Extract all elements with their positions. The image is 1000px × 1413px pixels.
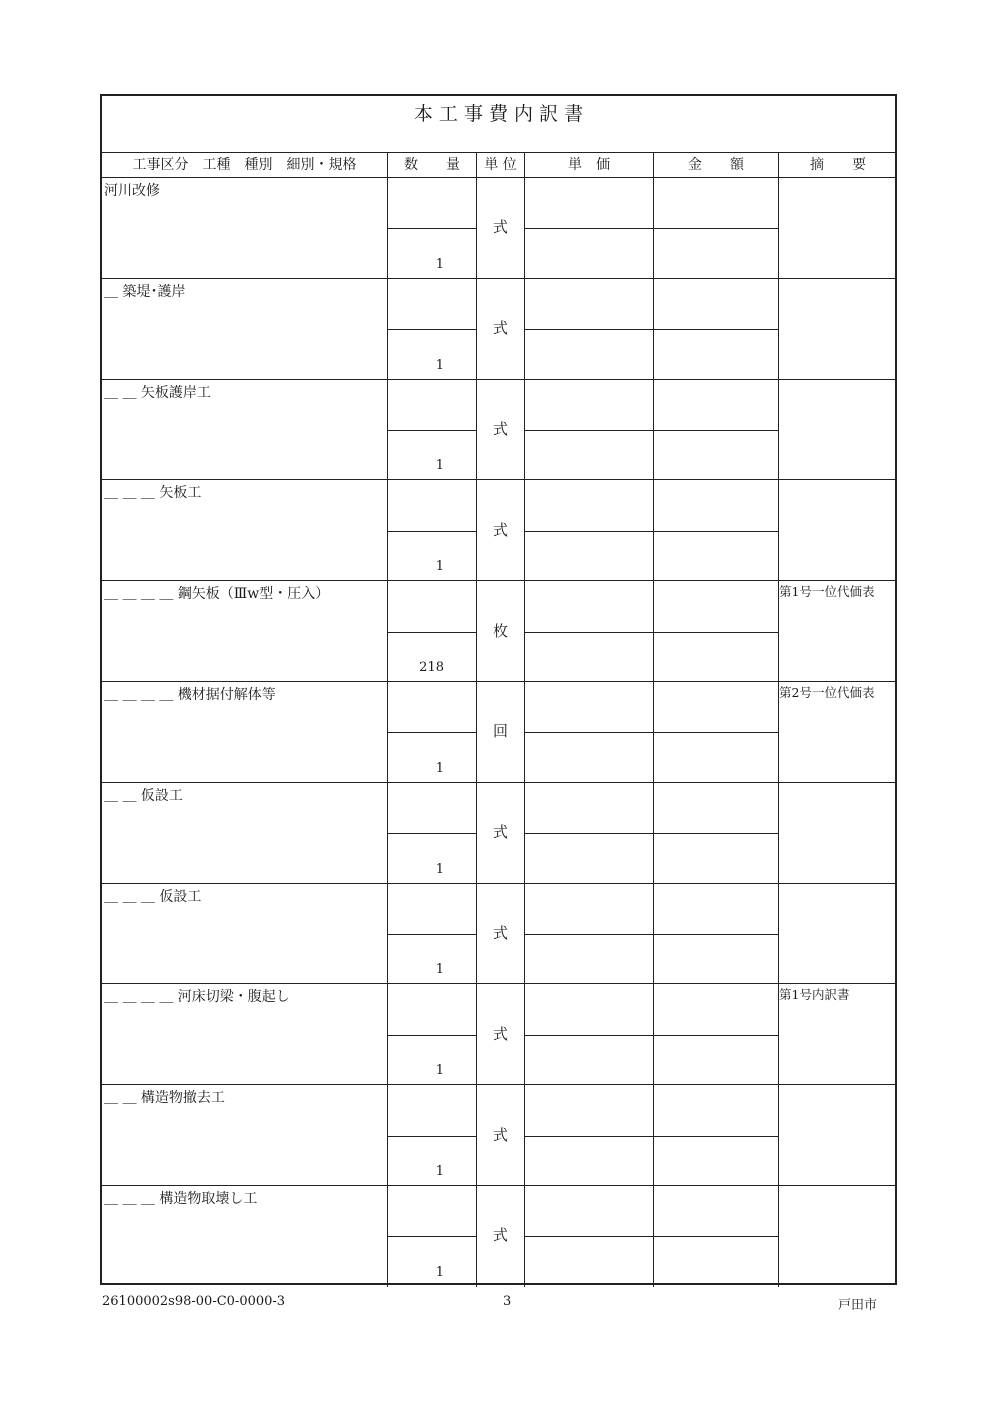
column-divider xyxy=(476,581,477,682)
cell-divider xyxy=(654,531,778,532)
cell-divider xyxy=(654,1035,778,1036)
column-divider xyxy=(778,581,779,682)
header-divider xyxy=(653,152,654,178)
cost-breakdown-sheet xyxy=(100,94,897,1285)
cell-divider xyxy=(654,632,778,633)
issuer-city: 戸田市 xyxy=(838,1298,878,1313)
cell-divider xyxy=(654,833,778,834)
table-row xyxy=(102,984,895,1085)
cell-divider xyxy=(525,531,653,532)
header-remarks: 摘 要 xyxy=(810,157,866,173)
header-divider xyxy=(476,152,477,178)
cell-divider xyxy=(388,632,476,633)
item-qty: 1 xyxy=(435,861,444,877)
item-name: ＿ 築堤･護岸 xyxy=(104,283,186,300)
item-qty: 1 xyxy=(435,1163,444,1179)
column-divider xyxy=(476,682,477,783)
table-row xyxy=(102,380,895,481)
table-row xyxy=(102,480,895,581)
column-divider xyxy=(476,1085,477,1186)
column-divider xyxy=(476,884,477,985)
item-unit: 式 xyxy=(492,520,508,539)
table-row xyxy=(102,783,895,884)
header-divider xyxy=(524,152,525,178)
header-qty: 数 量 xyxy=(404,157,460,173)
item-unit: 式 xyxy=(492,218,508,237)
column-divider xyxy=(778,178,779,279)
header-divider xyxy=(387,152,388,178)
cell-divider xyxy=(388,732,476,733)
cell-divider xyxy=(525,833,653,834)
item-qty: 1 xyxy=(435,458,444,474)
column-divider xyxy=(778,1085,779,1186)
cell-divider xyxy=(388,228,476,229)
item-name: ＿ ＿ ＿ 構造物取壊し工 xyxy=(104,1191,258,1207)
table-row xyxy=(102,1085,895,1186)
item-name: ＿ ＿ ＿ ＿ 河床切梁・腹起し xyxy=(104,989,290,1006)
table-row xyxy=(102,178,895,279)
item-name: ＿ ＿ ＿ 仮設工 xyxy=(104,888,202,905)
item-qty: 1 xyxy=(435,357,444,373)
header-amount: 金 額 xyxy=(688,157,744,173)
cell-divider xyxy=(525,329,653,330)
column-divider xyxy=(778,380,779,481)
item-name: ＿ ＿ 構造物撤去工 xyxy=(104,1090,225,1107)
cell-divider xyxy=(654,732,778,733)
item-qty: 1 xyxy=(435,962,444,978)
column-divider xyxy=(476,380,477,481)
column-divider xyxy=(778,480,779,581)
header-divider xyxy=(778,152,779,178)
column-divider xyxy=(476,480,477,581)
cell-divider xyxy=(388,1035,476,1036)
column-divider xyxy=(476,279,477,380)
column-divider xyxy=(476,783,477,884)
table-row xyxy=(102,279,895,380)
cell-divider xyxy=(525,632,653,633)
column-divider xyxy=(778,682,779,783)
page-number: 3 xyxy=(503,1294,512,1309)
item-qty: 1 xyxy=(435,1264,444,1280)
cell-divider xyxy=(525,934,653,935)
cell-divider xyxy=(654,1236,778,1237)
item-name: 河川改修 xyxy=(104,183,160,199)
item-name: ＿ ＿ ＿ ＿ 鋼矢板（Ⅲw型・圧入） xyxy=(104,586,330,603)
item-qty: 218 xyxy=(419,659,444,675)
cell-divider xyxy=(525,1035,653,1036)
cell-divider xyxy=(525,228,653,229)
item-name: ＿ ＿ ＿ 矢板工 xyxy=(104,485,202,502)
document-code: 26100002s98-00-C0-0000-3 xyxy=(102,1294,286,1309)
item-unit: 式 xyxy=(492,1226,508,1245)
item-unit: 式 xyxy=(492,1024,508,1043)
column-divider xyxy=(778,783,779,884)
item-name: ＿ ＿ 仮設工 xyxy=(104,787,183,804)
cell-divider xyxy=(388,833,476,834)
cell-divider xyxy=(525,1136,653,1137)
item-unit: 回 xyxy=(492,722,508,741)
cell-divider xyxy=(388,430,476,431)
cell-divider xyxy=(654,934,778,935)
column-divider xyxy=(778,884,779,985)
header-price: 単 価 xyxy=(568,157,610,173)
item-qty: 1 xyxy=(435,559,444,575)
table-row xyxy=(102,581,895,682)
item-qty: 1 xyxy=(435,760,444,776)
cell-divider xyxy=(525,430,653,431)
cell-divider xyxy=(654,430,778,431)
item-qty: 1 xyxy=(435,256,444,272)
item-remark: 第1号一位代価表 xyxy=(779,584,875,600)
cell-divider xyxy=(388,329,476,330)
item-unit: 式 xyxy=(492,923,508,942)
item-remark: 第1号内訳書 xyxy=(779,987,850,1003)
cell-divider xyxy=(388,1236,476,1237)
header-unit: 単 位 xyxy=(484,157,517,173)
item-name: ＿ ＿ 矢板護岸工 xyxy=(104,384,211,401)
item-remark: 第2号一位代価表 xyxy=(779,685,875,700)
column-divider xyxy=(778,1186,779,1287)
item-name: ＿ ＿ ＿ ＿ 機材据付解体等 xyxy=(104,687,276,703)
column-divider xyxy=(778,984,779,1085)
table-row xyxy=(102,884,895,985)
table-header xyxy=(102,152,895,178)
cell-divider xyxy=(525,732,653,733)
cell-divider xyxy=(388,1136,476,1137)
cell-divider xyxy=(525,1236,653,1237)
item-unit: 式 xyxy=(492,419,508,438)
item-unit: 式 xyxy=(492,319,508,338)
table-row xyxy=(102,1186,895,1287)
column-divider xyxy=(476,178,477,279)
cell-divider xyxy=(654,329,778,330)
cell-divider xyxy=(388,934,476,935)
sheet-title: 本 工 事 費 内 訳 書 xyxy=(413,103,584,125)
table-row xyxy=(102,682,895,783)
cell-divider xyxy=(654,228,778,229)
item-unit: 式 xyxy=(492,1125,508,1144)
cell-divider xyxy=(654,1136,778,1137)
column-divider xyxy=(476,984,477,1085)
header-item: 工事区分 工種 種別 細別・規格 xyxy=(132,157,357,173)
column-divider xyxy=(476,1186,477,1287)
item-qty: 1 xyxy=(435,1063,444,1079)
cell-divider xyxy=(388,531,476,532)
item-unit: 枚 xyxy=(492,621,508,640)
column-divider xyxy=(778,279,779,380)
item-unit: 式 xyxy=(492,823,508,842)
